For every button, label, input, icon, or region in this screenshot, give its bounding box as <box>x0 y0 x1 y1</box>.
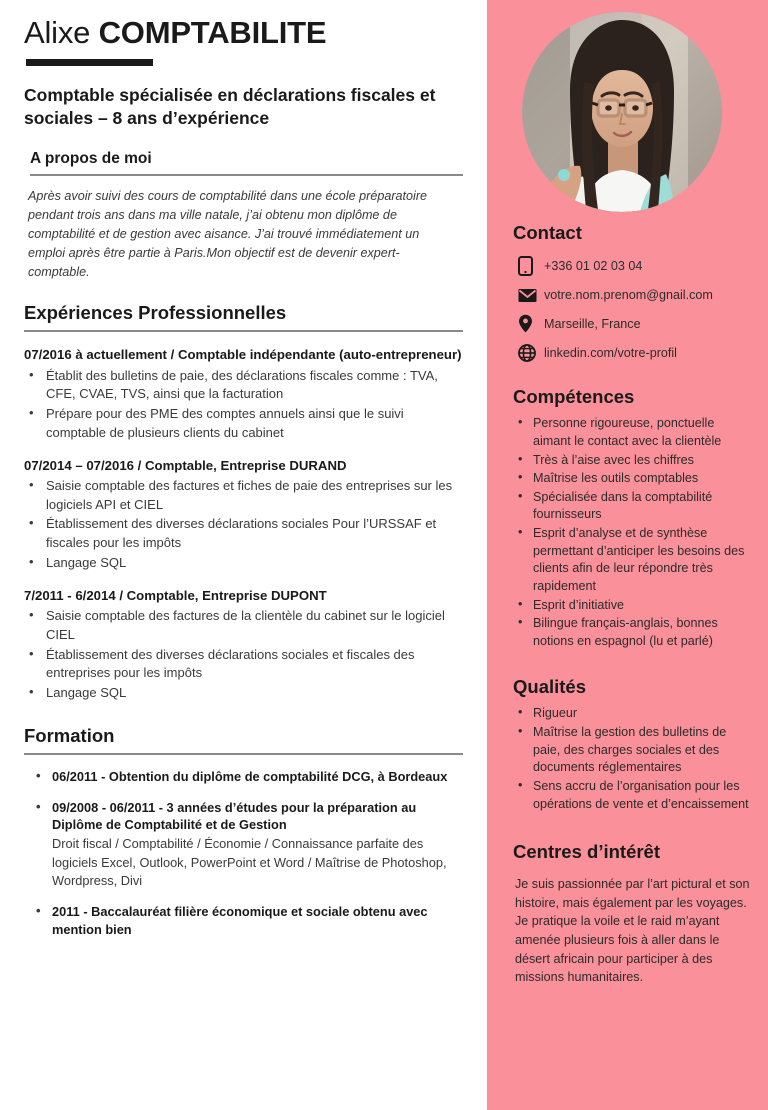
section-title-about: A propos de moi <box>30 149 152 167</box>
list-item: • Établit des bulletins de paie, des déclarations fiscales comme : TVA, CFE, CVAE, TVS, ainsi que la facturation <box>24 367 463 404</box>
list-item: • Saisie comptable des factures de la clientèle du cabinet sur le logiciel CIEL <box>24 607 463 644</box>
page-title <box>24 16 463 50</box>
list-item: • Établissement des diverses déclarations sociales et fiscales des entreprises pour les impôts <box>24 646 463 683</box>
avatar <box>522 12 722 212</box>
about-text: Après avoir suivi des cours de comptabilité dans une école préparatoire pendant trois ans dans ma ville natale, j’ai obtenu mon diplôme de comptabilité et de gestion avec aisance. J’ai trouvé immédiatement un emploi après être partie à Paris.Mon objectif est de devenir expert-comptable. <box>28 188 428 280</box>
interets-text: Je suis passionnée par l’art pictural et son histoire, mais également par les voyages. Je pratique la voile et le raid m’ayant amenée plusieurs fois à aller dans le désert africain pour participer à des missions humanitaires. <box>515 877 750 985</box>
list-item: • Langage SQL <box>24 684 463 703</box>
job-bullets <box>24 367 463 443</box>
qualites-list <box>513 705 750 813</box>
phone-icon <box>518 256 544 276</box>
list-item: • Saisie comptable des factures et fiches de paie des entreprises sur les logiciels API et CIEL <box>24 477 463 514</box>
job-title: 07/2014 – 07/2016 / Comptable, Entreprise DURAND <box>24 457 347 473</box>
professional-headline: Comptable spécialisée en déclarations fiscales et sociales – 8 ans d’expérience <box>24 85 436 129</box>
section-title-interets: Centres d’intérêt <box>513 841 661 863</box>
section-title-experience: Expériences Professionnelles <box>24 302 287 324</box>
list-item: • Bilingue français-anglais, bonnes notions en espagnol (lu et parlé) <box>513 615 750 650</box>
section-title-qualites: Qualités <box>513 676 586 698</box>
contact-value-email: votre.nom.prenom@gnail.com <box>544 288 713 302</box>
list-item: • Spécialisée dans la comptabilité fournisseurs <box>513 489 750 524</box>
job-title: 07/2016 à actuellement / Comptable indépendante (auto-entrepreneur) <box>24 347 462 363</box>
last-name: COMPTABILITE <box>98 15 327 50</box>
name-underline-bar <box>26 59 153 66</box>
contact-row-email[interactable] <box>513 287 750 303</box>
envelope-icon <box>518 288 544 303</box>
divider-about <box>30 174 463 176</box>
location-icon <box>518 314 544 333</box>
divider-experience <box>24 330 463 332</box>
profile-photo <box>522 12 722 212</box>
competences-list <box>513 415 750 650</box>
list-item: • Rigueur <box>513 705 750 723</box>
first-name: Alixe <box>24 15 99 50</box>
experience-item <box>24 346 463 442</box>
list-item: • Maîtrise la gestion des bulletins de paie, des charges sociales et des documents réglementaires <box>513 724 750 777</box>
section-title-contact: Contact <box>513 222 582 243</box>
formation-sub: Droit fiscal / Comptabilité / Économie / Connaissance parfaite des logiciels Excel, Outlook, PowerPoint et Word / Maîtrise de Photoshop, Wordpress, Divi <box>52 836 447 888</box>
contact-row-linkedin[interactable] <box>513 344 750 362</box>
experience-item <box>24 457 463 573</box>
list-item: • Langage SQL <box>24 554 463 573</box>
list-item: • Esprit d’initiative <box>513 597 750 615</box>
contact-value-phone: +336 01 02 03 04 <box>544 258 643 273</box>
list-item: • Sens accru de l’organisation pour les opérations de vente et d’encaissement <box>513 778 750 813</box>
contact-row-phone[interactable] <box>513 256 750 276</box>
experience-item <box>24 587 463 703</box>
job-bullets <box>24 607 463 703</box>
list-item <box>24 799 463 890</box>
list-item: • Prépare pour des PME des comptes annuels ainsi que le suivi comptable de plusieurs clients du cabinet <box>24 405 463 442</box>
list-item: • Esprit d’analyse et de synthèse permettant d’anticiper les besoins des clients afin de leur répondre très rapidement <box>513 525 750 596</box>
contact-list <box>513 256 750 362</box>
list-item <box>24 903 463 939</box>
formation-list <box>24 768 463 939</box>
list-item: • Établissement des diverses déclarations sociales Pour l’URSSAF et fiscales pour les impôts <box>24 515 463 552</box>
divider-formation <box>24 753 463 755</box>
job-title: 7/2011 - 6/2014 / Comptable, Entreprise DUPONT <box>24 587 327 603</box>
contact-value-linkedin: linkedin.com/votre-profil <box>544 346 677 361</box>
section-title-competences: Compétences <box>513 386 635 408</box>
list-item: • Maîtrise les outils comptables <box>513 470 750 488</box>
list-item <box>24 768 463 786</box>
section-title-formation: Formation <box>24 724 115 746</box>
job-bullets <box>24 477 463 573</box>
contact-value-location: Marseille, France <box>544 316 641 331</box>
list-item: • Personne rigoureuse, ponctuelle aimant le contact avec la clientèle <box>513 415 750 450</box>
contact-row-location[interactable] <box>513 314 750 333</box>
globe-icon <box>518 344 544 362</box>
formation-main: 2011 - Baccalauréat filière économique et sociale obtenu avec mention bien <box>52 903 428 937</box>
formation-main: 09/2008 - 06/2011 - 3 années d’études pour la préparation au Diplôme de Comptabilité et de Gestion <box>52 799 417 833</box>
list-item: • Très à l’aise avec les chiffres <box>513 452 750 470</box>
formation-main: 06/2011 - Obtention du diplôme de comptabilité DCG, à Bordeaux <box>52 768 448 784</box>
